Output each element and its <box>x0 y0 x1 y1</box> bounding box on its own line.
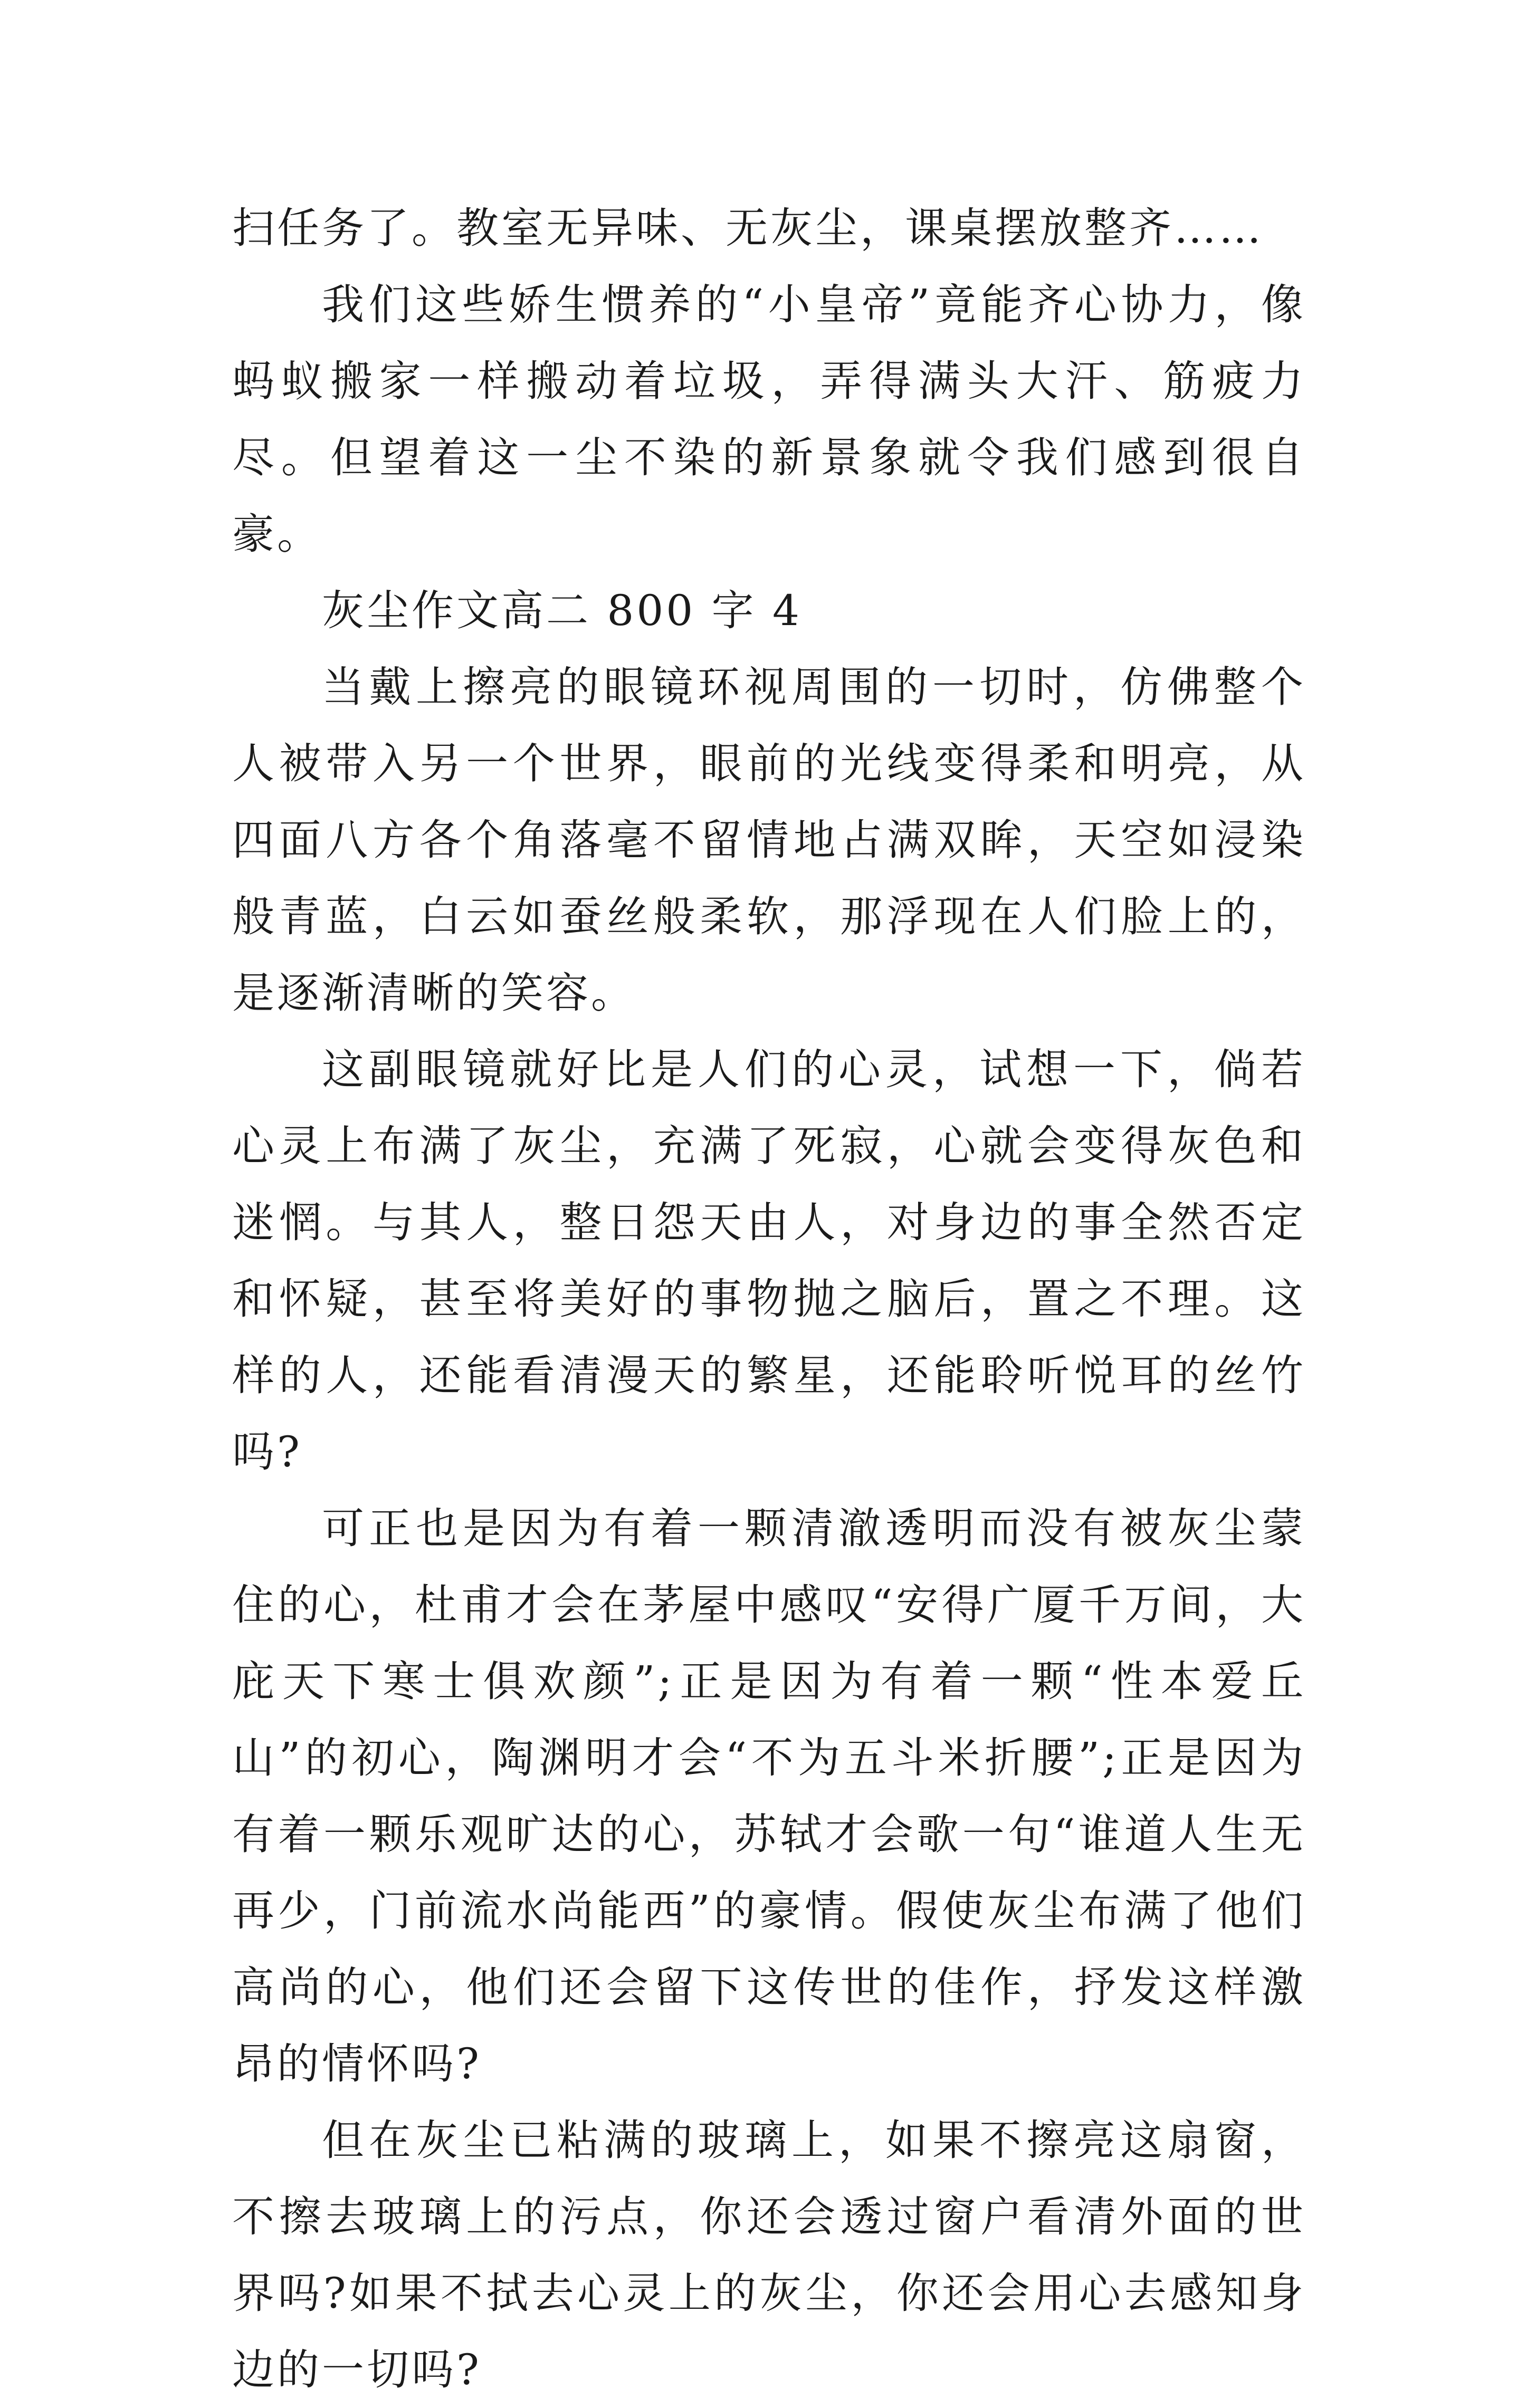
paragraph: 这副眼镜就好比是人们的心灵，试想一下，倘若心灵上布满了灰尘，充满了死寂，心就会变得灰色和迷惘。与其人，整日怨天由人，对身边的事全然否定和怀疑，甚至将美好的事物抛之脑后，置之不理。这样的人，还能看清漫天的繁星，还能聆听悦耳的丝竹吗? <box>232 1045 1306 1476</box>
paragraph: 但在灰尘已粘满的玻璃上，如果不擦亮这扇窗，不擦去玻璃上的污点，你还会透过窗户看清外面的世界吗?如果不拭去心灵上的灰尘，你还会用心去感知身边的一切吗? <box>232 2116 1306 2394</box>
paragraph: 可正也是因为有着一颗清澈透明而没有被灰尘蒙住的心，杜甫才会在茅屋中感叹“安得广厦千万间，大庇天下寒士俱欢颜”;正是因为有着一颗“性本爱丘山”的初心，陶渊明才会“不为五斗米折腰”;正是因为有着一颗乐观旷达的心，苏轼才会歌一句“谁道人生无再少，门前流水尚能西”的豪情。假使灰尘布满了他们高尚的心，他们还会留下这传世的佳作，抒发这样激昂的情怀吗? <box>232 1504 1306 2088</box>
document-body <box>232 190 1306 2408</box>
paragraph: 我们这些娇生惯养的“小皇帝”竟能齐心协力，像蚂蚁搬家一样搬动着垃圾，弄得满头大汗、筋疲力尽。但望着这一尘不染的新景象就令我们感到很自豪。 <box>232 280 1306 559</box>
paragraph: 当戴上擦亮的眼镜环视周围的一切时，仿佛整个人被带入另一个世界，眼前的光线变得柔和明亮，从四面八方各个角落毫不留情地占满双眸，天空如浸染般青蓝，白云如蚕丝般柔软，那浮现在人们脸上的，是逐渐清晰的笑容。 <box>232 663 1306 1018</box>
section-heading: 灰尘作文高二 800 字 4 <box>322 586 802 635</box>
paragraph-continuation: 扫任务了。教室无异味、无灰尘，课桌摆放整齐…… <box>232 204 1264 253</box>
